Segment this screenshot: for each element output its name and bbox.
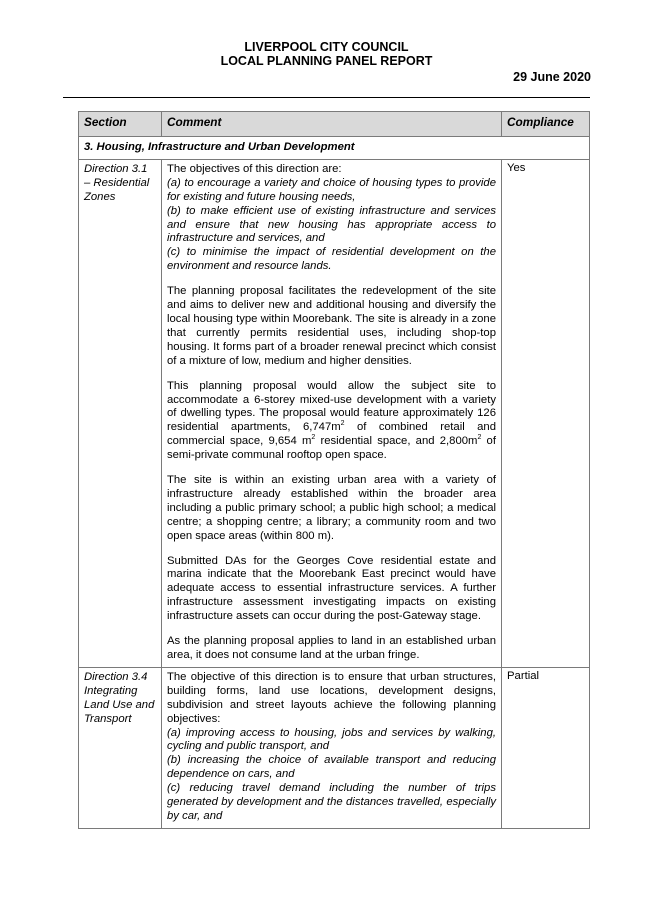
comment-paragraph: As the planning proposal applies to land in an established urban area, it does not consume land at the urban fringe.	[167, 635, 496, 661]
objective-item: (a) to encourage a variety and choice of housing types to provide for existing and future housing needs,	[167, 176, 496, 203]
text-run: residential space, and 2,800m	[315, 435, 478, 448]
compliance-table	[78, 111, 590, 829]
objective-item: (c) to minimise the impact of residential development on the environment and resource lands.	[167, 246, 496, 273]
header-compliance: Compliance	[502, 112, 590, 137]
report-date: 29 June 2020	[513, 70, 591, 84]
compliance-cell: Yes	[502, 159, 590, 667]
comment-paragraph: Submitted DAs for the Georges Cove residential estate and marina indicate that the Moorebank East precinct would have adequate access to essential infrastructure services. A further infrastructure assessment investigating impacts on existing infrastructure assets can occur during the post-Gateway stage.	[167, 554, 496, 623]
objective-item: (a) improving access to housing, jobs and services by walking, cycling and public transport, and	[167, 726, 496, 753]
superscript: 2	[311, 434, 316, 442]
text-run: of combined retail and commercial space, 9,654 m	[167, 421, 496, 448]
comment-cell	[162, 667, 502, 828]
objective-item: (b) to make efficient use of existing infrastructure and services and ensure that new housing has appropriate access to infrastructure and services, and	[167, 204, 496, 245]
table-header-row	[79, 112, 590, 137]
header-comment: Comment	[162, 112, 502, 137]
objectives-intro: The objectives of this direction are:	[167, 162, 342, 175]
report-title: LOCAL PLANNING PANEL REPORT	[220, 54, 433, 68]
text-run: This planning proposal would allow the subject site to accommodate a 6-storey mixed-use development with a variety of dwelling types. The proposal would feature approximately 126 residential apartments, 6,747m	[167, 379, 496, 434]
table-row	[79, 667, 590, 828]
section-title: 3. Housing, Infrastructure and Urban Development	[79, 137, 590, 160]
council-name: LIVERPOOL CITY COUNCIL	[244, 40, 409, 54]
objective-item: (b) increasing the choice of available transport and reducing dependence on cars, and	[167, 754, 496, 781]
report-header	[0, 40, 653, 68]
text-run: of semi-private communal rooftop open space.	[167, 435, 496, 462]
direction-cell: Direction 3.1 – Residential Zones	[79, 159, 162, 667]
table-row	[79, 159, 590, 667]
header-section: Section	[79, 112, 162, 137]
objectives-block	[167, 671, 496, 824]
objective-item: (c) reducing travel demand including the number of trips generated by development and the distances travelled, especially by car, and	[167, 782, 496, 822]
direction-cell: Direction 3.4 Integrating Land Use and Transport	[79, 667, 162, 828]
header-divider	[63, 97, 590, 98]
objectives-intro: The objective of this direction is to ensure that urban structures, building forms, land use locations, development designs, subdivision and street layouts achieve the following planning objectives:	[167, 670, 496, 725]
superscript: 2	[477, 434, 482, 442]
comment-paragraph: The site is within an existing urban area with a variety of infrastructure already established within the broader area including a public primary school; a public high school; a medical centre; a shopping centre; a library; a community room and two open space areas (within 800 m).	[167, 474, 496, 542]
comment-paragraph: The planning proposal facilitates the redevelopment of the site and aims to deliver new and additional housing and diversify the local housing type within Moorebank. The site is already in a zone that currently permits residential uses, including shop-top housing. It forms part of a broader renewal precinct which consist of a mixture of low, medium and higher densities.	[167, 285, 496, 367]
section-row	[79, 137, 590, 160]
objectives-block	[167, 163, 496, 274]
superscript: 2	[340, 420, 345, 428]
comment-cell	[162, 159, 502, 667]
comment-paragraph	[167, 380, 496, 463]
compliance-cell: Partial	[502, 667, 590, 828]
